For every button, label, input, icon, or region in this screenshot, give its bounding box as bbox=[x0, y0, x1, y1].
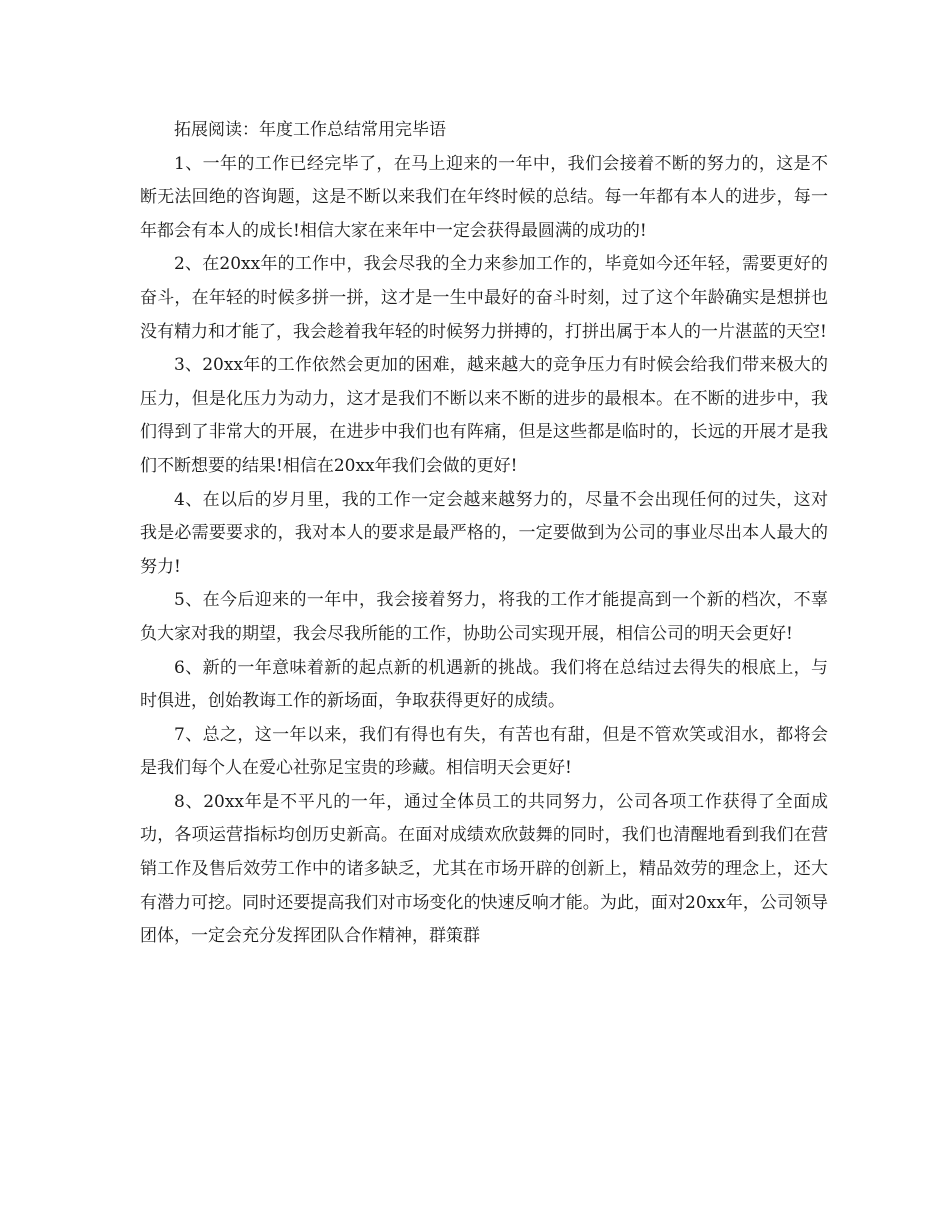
paragraph-8: 8、20xx年是不平凡的一年，通过全体员工的共同努力，公司各项工作获得了全面成功，各项运营指标均创历史新高。在面对成绩欢欣鼓舞的同时，我们也清醒地看到我们在营销工作及售后效劳工作中的诸多缺乏，尤其在市场开辟的创新上，精品效劳的理念上，还大有潜力可挖。同时还要提高我们对市场变化的快速反响才能。为此，面对20xx年，公司领导团体，一定会充分发挥团队合作精神，群策群 bbox=[140, 791, 828, 947]
paragraph-4: 4、在以后的岁月里，我的工作一定会越来越努力的，尽量不会出现任何的过失，这对我是必需要要求的，我对本人的要求是最严格的，一定要做到为公司的事业尽出本人最大的努力! bbox=[140, 489, 828, 577]
paragraph-5: 5、在今后迎来的一年中，我会接着努力，将我的工作才能提高到一个新的档次，不辜负大家对我的期望，我会尽我所能的工作，协助公司实现开展，相信公司的明天会更好! bbox=[140, 590, 828, 644]
document-body bbox=[140, 114, 828, 954]
paragraph-2: 2、在20xx年的工作中，我会尽我的全力来参加工作的，毕竟如今还年轻，需要更好的奋斗，在年轻的时候多拼一拼，这才是一生中最好的奋斗时刻，过了这个年龄确实是想拼也没有精力和才能了，我会趁着我年轻的时候努力拼搏的，打拼出属于本人的一片湛蓝的天空! bbox=[140, 254, 828, 342]
paragraph-6: 6、新的一年意味着新的起点新的机遇新的挑战。我们将在总结过去得失的根底上，与时俱进，创始教诲工作的新场面，争取获得更好的成绩。 bbox=[140, 657, 828, 712]
paragraph-1: 1、一年的工作已经完毕了，在马上迎来的一年中，我们会接着不断的努力的，这是不断无法回绝的咨询题，这是不断以来我们在年终时候的总结。每一年都有本人的进步，每一年都会有本人的成长!相信大家在来年中一定会获得最圆满的成功的! bbox=[140, 153, 828, 241]
paragraph-3: 3、20xx年的工作依然会更加的困难，越来越大的竞争压力有时候会给我们带来极大的压力，但是化压力为动力，这才是我们不断以来不断的进步的最根本。在不断的进步中，我们得到了非常大的开展，在进步中我们也有阵痛，但是这些都是临时的，长远的开展才是我们不断想要的结果!相信在20xx年我们会做的更好! bbox=[140, 355, 828, 476]
document-heading: 拓展阅读：年度工作总结常用完毕语 bbox=[174, 120, 446, 140]
paragraph-7: 7、总之，这一年以来，我们有得也有失，有苦也有甜，但是不管欢笑或泪水，都将会是我们每个人在爱心社弥足宝贵的珍藏。相信明天会更好! bbox=[140, 724, 828, 779]
